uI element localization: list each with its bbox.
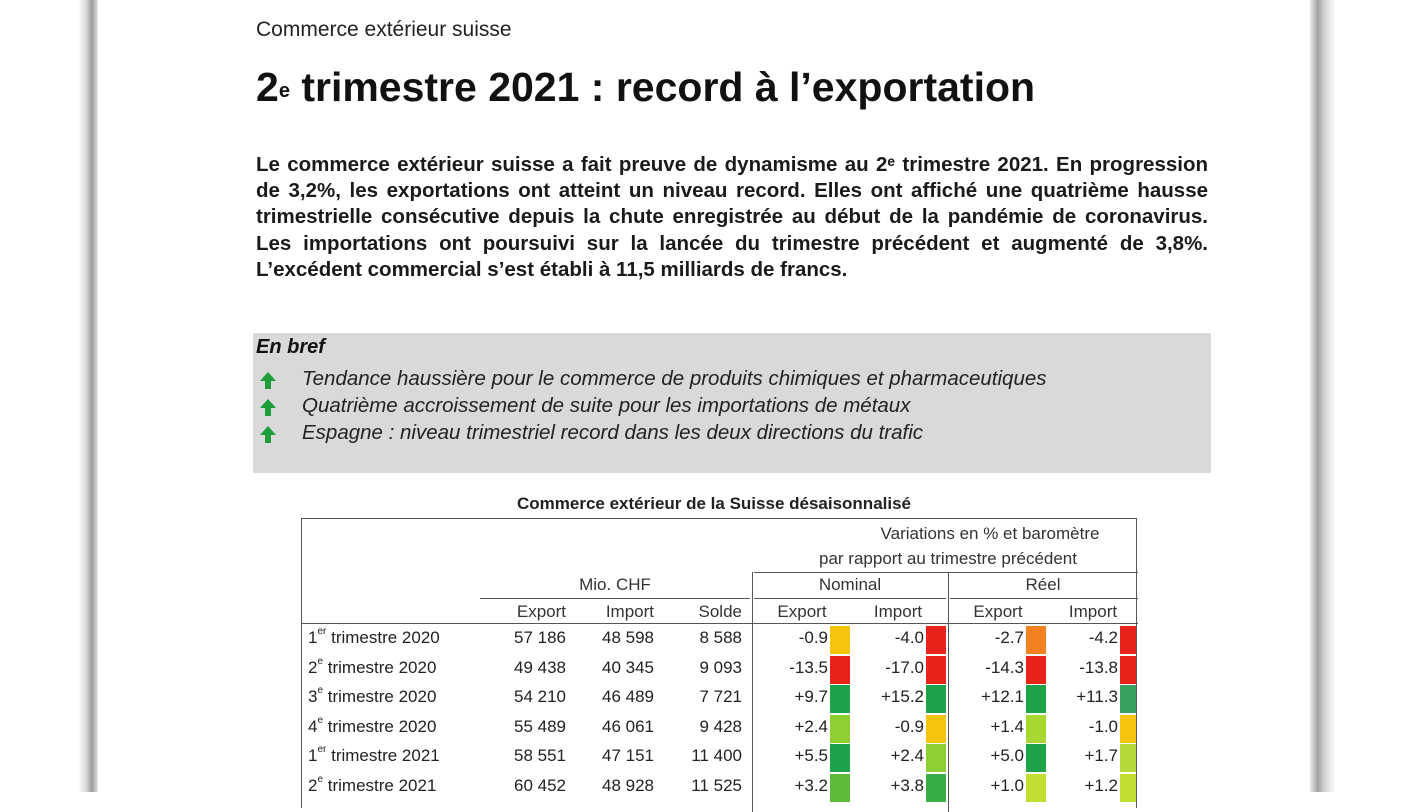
barometer-reel-import <box>1120 656 1136 684</box>
brief-item <box>257 367 1197 393</box>
cell-nominal-import: -0.9 <box>894 716 924 736</box>
row-label: 3e trimestre 2020 <box>308 685 437 706</box>
cell-nominal-import: +15.2 <box>880 687 924 706</box>
row-label: 2e trimestre 2020 <box>308 655 437 677</box>
table-row <box>302 683 1138 713</box>
col-import: Import <box>605 602 654 621</box>
reel-header: Réel <box>1025 575 1061 594</box>
cell-import: 40 345 <box>602 657 654 677</box>
brief-item-text: Quatrième accroissement de suite pour les importations de métaux <box>302 394 911 417</box>
barometer-reel-import <box>1120 774 1136 802</box>
barometer-nominal-export <box>830 744 850 772</box>
cell-nominal-import: +2.4 <box>890 746 924 765</box>
barometer-nominal-import <box>926 626 946 654</box>
cell-nominal-export: +3.2 <box>794 775 828 795</box>
barometer-nominal-import <box>926 656 946 684</box>
cell-import: 48 598 <box>602 628 654 647</box>
cell-solde: 9 093 <box>699 657 742 677</box>
barometer-nominal-export <box>830 685 850 713</box>
up-arrow-icon <box>257 396 279 418</box>
title-sup: e <box>278 80 290 102</box>
cell-nominal-export: +2.4 <box>794 716 828 736</box>
cell-reel-import: +1.2 <box>1084 775 1118 795</box>
row-label: 1er trimestre 2020 <box>308 626 440 647</box>
cell-export: 57 186 <box>514 628 566 647</box>
col-nominal-import: Import <box>873 602 923 621</box>
page-shadow-left <box>0 0 100 792</box>
cell-reel-import: +11.3 <box>1076 687 1118 706</box>
cell-reel-import: -1.0 <box>1088 716 1118 736</box>
col-solde: Solde <box>698 602 742 621</box>
barometer-nominal-export <box>830 774 850 802</box>
barometer-nominal-import <box>926 774 946 802</box>
cell-nominal-import: -4.0 <box>894 628 924 647</box>
table-row <box>302 772 1138 802</box>
page-shadow-right <box>1308 0 1408 792</box>
brief-item <box>257 421 1197 447</box>
cell-import: 47 151 <box>602 746 654 765</box>
barometer-reel-import <box>1120 715 1136 743</box>
row-label: 1er trimestre 2021 <box>308 744 440 765</box>
barometer-nominal-export <box>830 626 850 654</box>
barometer-reel-export <box>1026 626 1046 654</box>
cell-reel-export: +1.0 <box>990 775 1024 795</box>
cell-nominal-export: +9.7 <box>794 687 828 706</box>
cell-reel-export: +1.4 <box>990 716 1024 736</box>
barometer-reel-import <box>1120 626 1136 654</box>
cell-solde: 8 588 <box>699 628 742 647</box>
nominal-header: Nominal <box>818 575 882 594</box>
page-title <box>256 62 1035 112</box>
col-reel-import: Import <box>1068 602 1118 621</box>
cell-reel-export: +12.1 <box>980 687 1024 706</box>
cell-reel-export: -2.7 <box>994 628 1024 647</box>
title-suffix: trimestre 2021 : record à l’exportation <box>289 64 1036 110</box>
barometer-nominal-import <box>926 715 946 743</box>
cell-export: 54 210 <box>514 687 566 706</box>
trade-table <box>301 518 1137 808</box>
barometer-reel-export <box>1026 685 1046 713</box>
cell-export: 49 438 <box>514 657 566 677</box>
barometer-reel-export <box>1026 656 1046 684</box>
barometer-nominal-export <box>830 715 850 743</box>
brief-item <box>257 394 1197 420</box>
barometer-nominal-import <box>926 744 946 772</box>
brief-title: En bref <box>256 336 325 358</box>
cell-solde: 7 721 <box>699 687 742 706</box>
cell-export: 58 551 <box>514 746 566 765</box>
barometer-nominal-export <box>830 656 850 684</box>
brief-item-text: Tendance haussière pour le commerce de produits chimiques et pharmaceutiques <box>302 367 1047 390</box>
brief-item-text: Espagne : niveau trimestriel record dans les deux directions du trafic <box>302 421 924 444</box>
barometer-reel-export <box>1026 744 1046 772</box>
barometer-reel-import <box>1120 685 1136 713</box>
row-label: 4e trimestre 2020 <box>308 714 437 736</box>
cell-nominal-import: +3.8 <box>890 775 924 795</box>
cell-solde: 9 428 <box>699 716 742 736</box>
cell-reel-export: -14.3 <box>985 657 1024 677</box>
reel-divider <box>950 598 1138 599</box>
document-page <box>98 0 1310 795</box>
cell-reel-import: -4.2 <box>1088 628 1118 647</box>
up-arrow-icon <box>257 423 279 445</box>
mio-chf-divider <box>480 598 750 599</box>
col-nominal-export: Export <box>777 602 827 621</box>
cell-reel-import: +1.7 <box>1084 746 1118 765</box>
cell-nominal-export: +5.5 <box>794 746 828 765</box>
mio-chf-header: Mio. CHF <box>579 575 651 594</box>
barometer-reel-export <box>1026 715 1046 743</box>
cell-import: 46 061 <box>602 716 654 736</box>
barometer-reel-export <box>1026 774 1046 802</box>
cell-nominal-export: -13.5 <box>789 657 828 677</box>
table-title <box>98 494 1310 514</box>
cell-nominal-export: -0.9 <box>798 628 828 647</box>
cell-reel-import: -13.8 <box>1079 657 1118 677</box>
barometer-nominal-import <box>926 685 946 713</box>
cell-nominal-import: -17.0 <box>885 657 924 677</box>
document-header: Commerce extérieur suisse <box>256 18 512 41</box>
variations-divider <box>754 572 1138 573</box>
lead-paragraph: Le commerce extérieur suisse a fait preuve de dynamisme au 2ᵉ trimestre 2021. En progression de 3,2%, les exportations ont atteint un niveau record. Elles ont affiché une quatrième hausse trimestrielle consécutive depuis la chute enregistrée au début de la pandémie de coronavirus. Les importations ont poursuivi sur la lancée du trimestre précédent et augmenté de 3,8%. L’excédent commercial s’est établi à 11,5 milliards de francs. <box>256 153 1208 281</box>
cell-import: 48 928 <box>602 775 654 795</box>
col-export: Export <box>516 602 566 621</box>
variations-header-line1: Variations en % et baromètre <box>880 524 1100 543</box>
cell-solde: 11 525 <box>691 775 742 795</box>
nominal-divider <box>754 598 946 599</box>
barometer-reel-import <box>1120 744 1136 772</box>
brief-box <box>253 333 1211 473</box>
cell-reel-export: +5.0 <box>990 746 1024 765</box>
row-label: 2e trimestre 2021 <box>308 773 437 795</box>
table-row <box>302 742 1138 772</box>
table-row <box>302 713 1138 743</box>
cell-import: 46 489 <box>602 687 654 706</box>
title-prefix: 2 <box>256 64 279 110</box>
table-title-text: Commerce extérieur de la Suisse désaisonnalisé <box>516 494 912 513</box>
table-row <box>302 624 1138 654</box>
cell-export: 60 452 <box>514 775 566 795</box>
up-arrow-icon <box>257 369 279 391</box>
variations-header-line2: par rapport au trimestre précédent <box>819 549 1077 568</box>
cell-solde: 11 400 <box>691 746 742 765</box>
cell-export: 55 489 <box>514 716 566 736</box>
col-reel-export: Export <box>973 602 1023 621</box>
table-row <box>302 654 1138 684</box>
